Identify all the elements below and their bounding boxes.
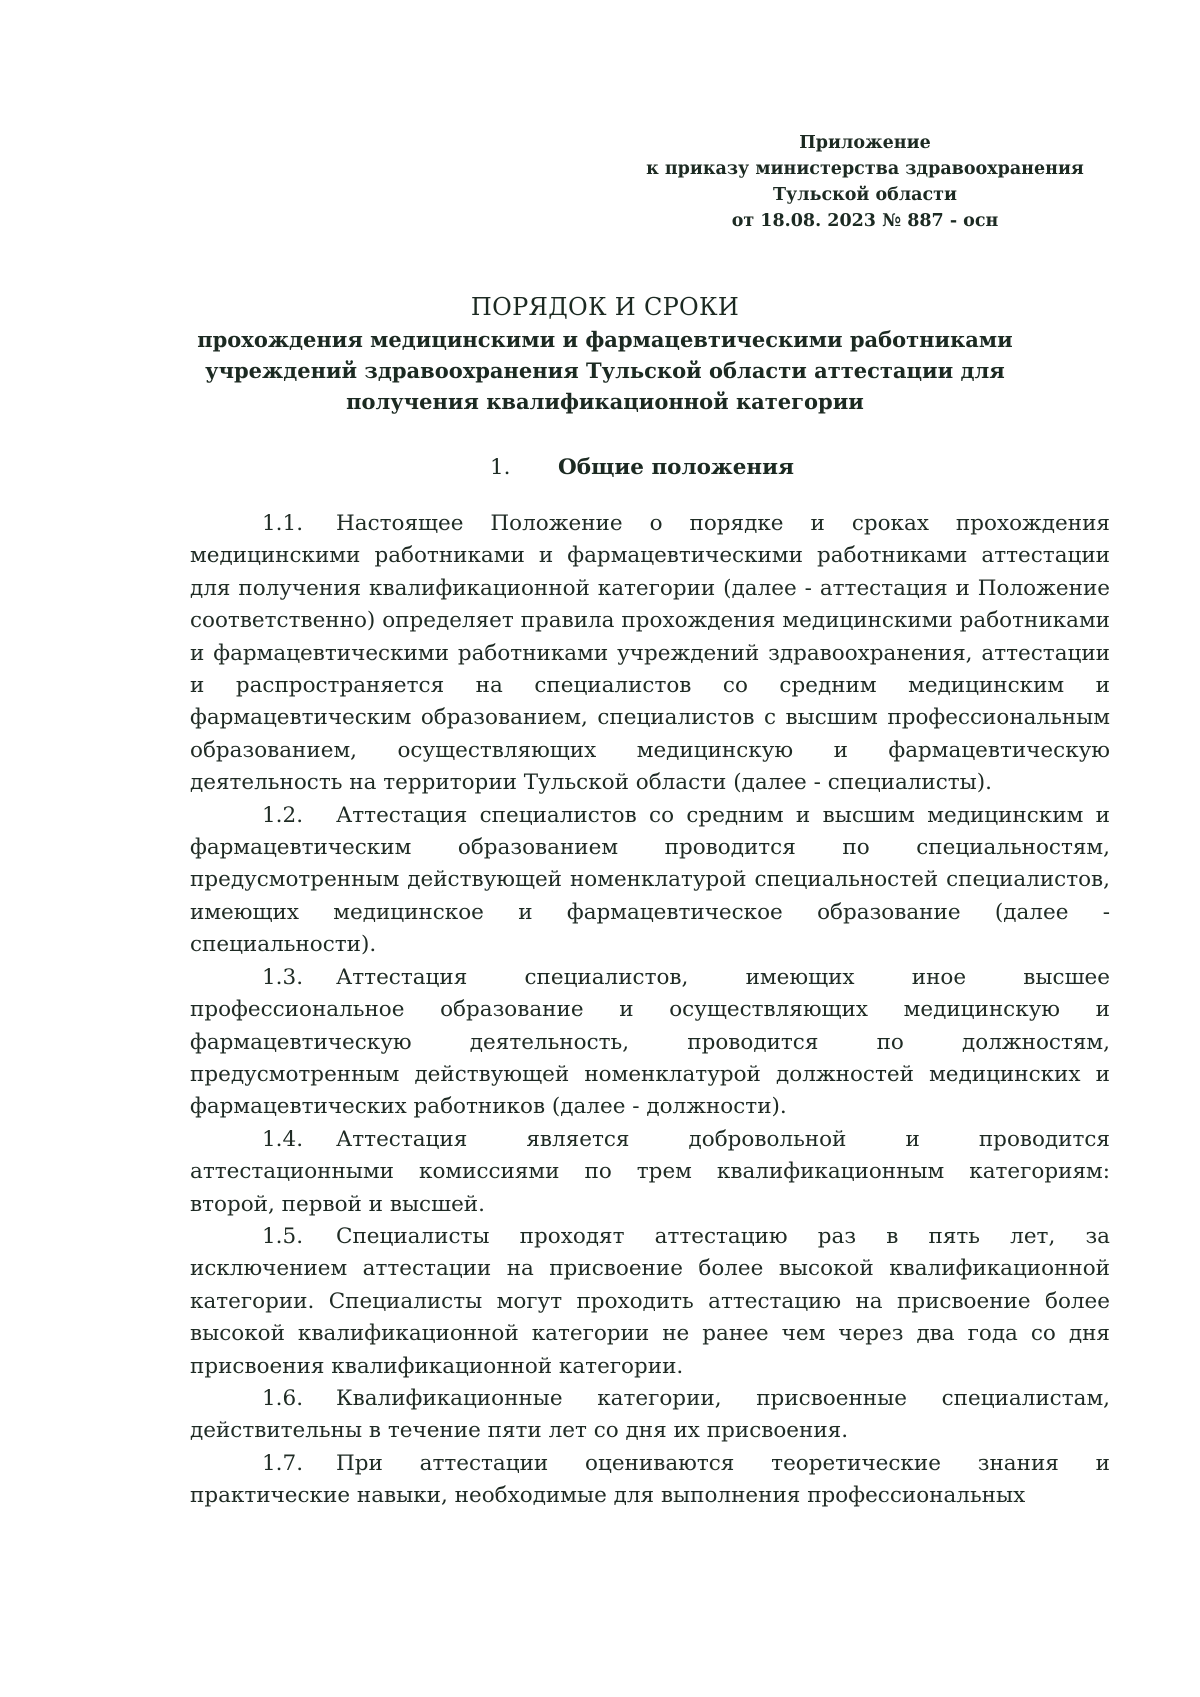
paragraph [190, 508, 1110, 800]
paragraph-text: Специалисты проходят аттестацию раз в пять лет, за исключением аттестации на присвоение более высокой квалификационной категории. Специалисты могут проходить аттестацию на присвоение более высокой квалификационной категории не ранее чем через два года со дня присвоения квалификационной категории. [190, 1223, 1110, 1379]
paragraph-number: 1.1. [262, 511, 304, 536]
paragraph-number: 1.6. [262, 1385, 304, 1411]
paragraph-text: Настоящее Положение о порядке и сроках прохождения медицинскими работниками и фармацевтическими работниками аттестации для получения квалификационной категории (далее - аттестация и Положение соответственно) определяет правила прохождения медицинскими работниками и фармацевтическими работниками учреждений здравоохранения, аттестации и распространяется на специалистов со средним медицинским и фармацевтическим образованием, специалистов с высшим профессиональным образованием, осуществляющих медицинскую и фармацевтическую деятельность на территории Тульской области (далее - специалисты). [190, 511, 1110, 796]
paragraph-text: Аттестация специалистов со средним и высшим медицинским и фармацевтическим образованием проводится по специальностям, предусмотренным действующей номенклатурой специальностей специалистов, имеющих медицинское и фармацевтическое образование (далее - специальности). [190, 802, 1110, 958]
section-number: 1. [490, 455, 511, 480]
appendix-line: к приказу министерства здравоохранения [646, 159, 1084, 179]
paragraph [190, 800, 1110, 962]
appendix-header [640, 130, 1090, 234]
section-title: Общие положения [558, 455, 794, 480]
subtitle-line: учреждений здравоохранения Тульской области аттестации для [205, 358, 1005, 383]
paragraph-number: 1.3. [262, 964, 304, 990]
appendix-order-number: от 18.08. 2023 № 887 - осн [731, 211, 999, 231]
subtitle-line: прохождения медицинскими и фармацевтическими работниками [197, 327, 1013, 352]
appendix-line: Приложение [799, 133, 931, 153]
paragraph-number: 1.5. [262, 1223, 304, 1249]
appendix-line: Тульской области [773, 185, 957, 205]
paragraph-text: Квалификационные категории, присвоенные специалистам, действительны в течение пяти лет со дня их присвоения. [190, 1385, 1110, 1444]
paragraph-text: Аттестация специалистов, имеющих иное высшее профессиональное образование и осуществляющих медицинскую и фармацевтическую деятельность, проводится по должностям, предусмотренным действующей номенклатурой должностей медицинских и фармацевтических работников (далее - должности). [190, 964, 1110, 1120]
paragraph-number: 1.2. [262, 802, 304, 828]
paragraph-number: 1.4. [262, 1126, 304, 1152]
document-title [170, 292, 1040, 417]
subtitle-line: получения квалификационной категории [346, 389, 864, 414]
paragraph [190, 1383, 1110, 1448]
paragraph-number: 1.7. [262, 1450, 304, 1476]
paragraph [190, 1448, 1110, 1513]
paragraph-text: Аттестация является добровольной и проводится аттестационными комиссиями по трем квалификационным категориям: второй, первой и высшей. [190, 1126, 1110, 1217]
paragraph [190, 962, 1110, 1124]
paragraph [190, 1221, 1110, 1383]
title-main: ПОРЯДОК И СРОКИ [470, 293, 740, 321]
section-heading [490, 453, 794, 483]
paragraph [190, 1124, 1110, 1221]
paragraph-text: При аттестации оцениваются теоретические знания и практические навыки, необходимые для выполнения профессиональных [190, 1450, 1110, 1509]
body-text [190, 508, 1110, 1513]
title-subtitle [170, 324, 1040, 417]
